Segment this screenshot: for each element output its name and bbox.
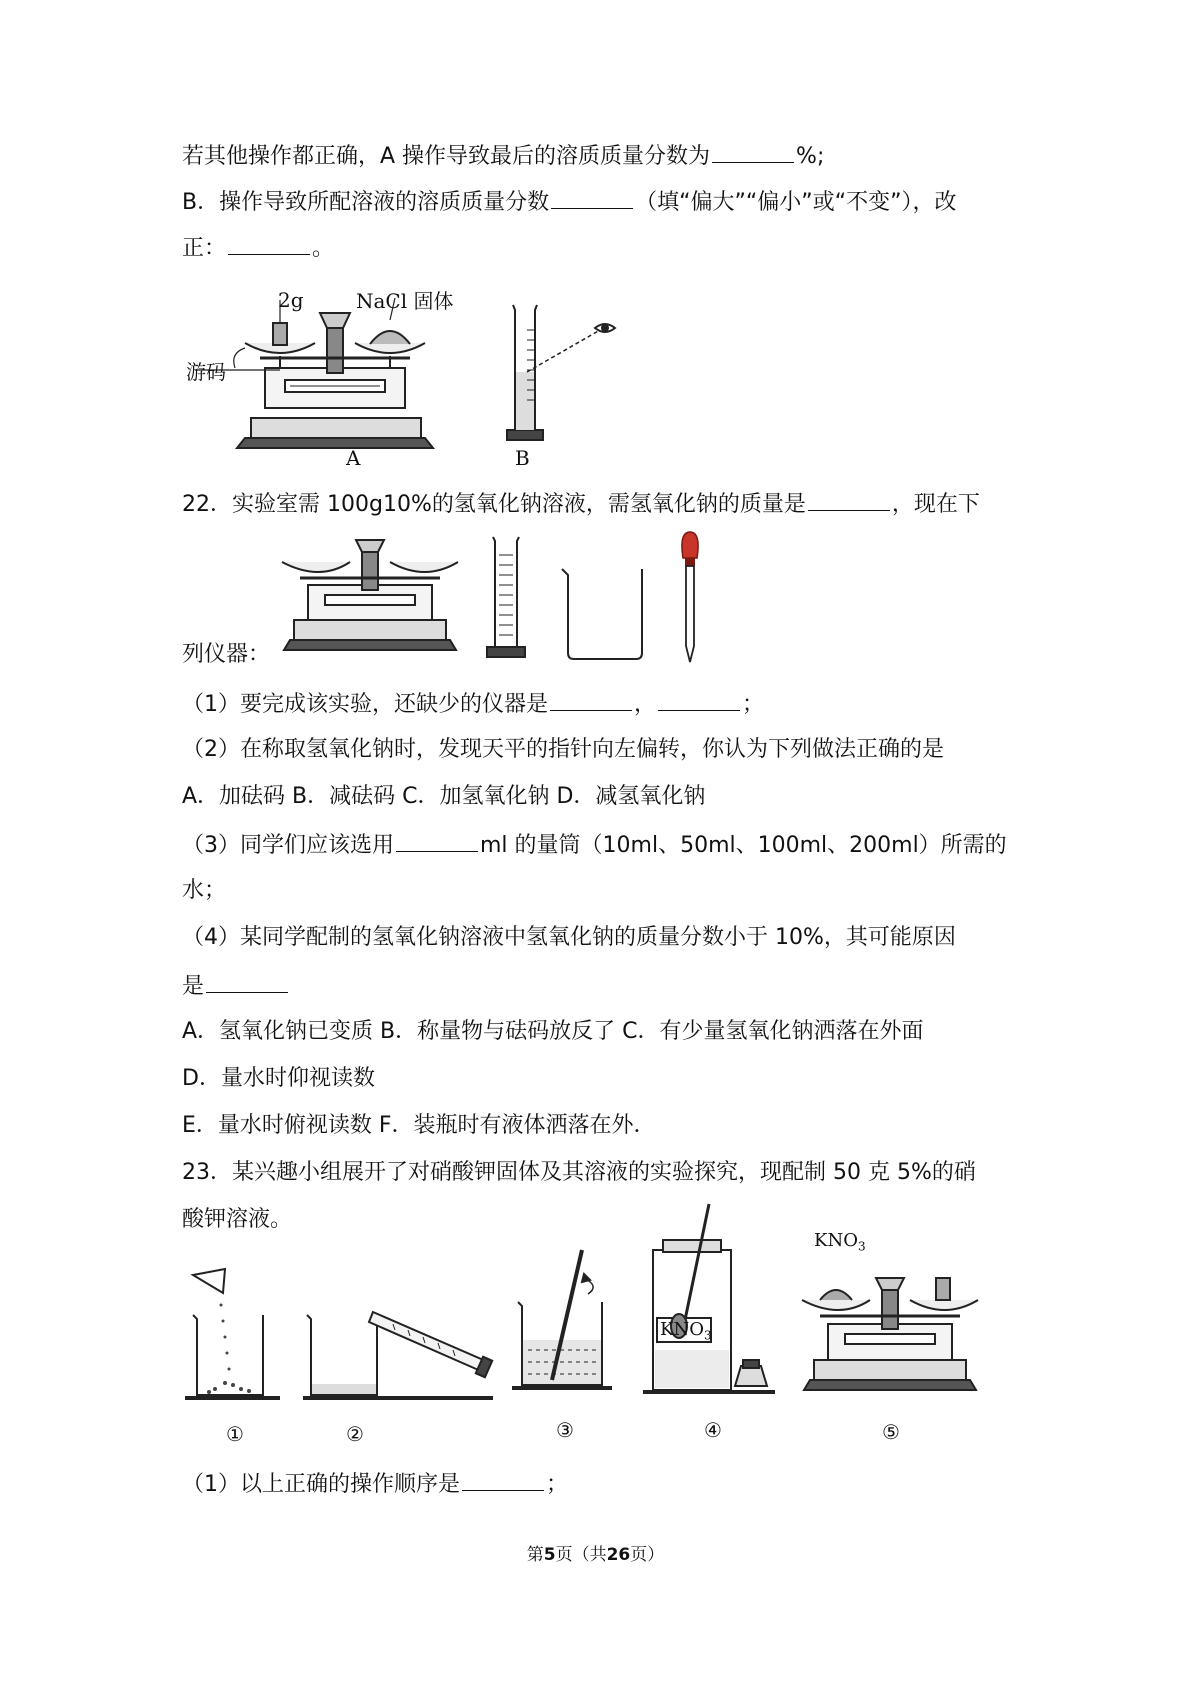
footer-mid: 页（共 bbox=[555, 1545, 607, 1565]
q23-sub1 bbox=[182, 1468, 568, 1500]
q22-options-line2: D．量水时仰视读数 bbox=[182, 1066, 375, 1091]
figure-label-a: A bbox=[346, 446, 361, 470]
q22-sub3-suffix: ml 的量筒（10ml、50ml、100ml、200ml）所需的 bbox=[480, 833, 1007, 858]
answer-blank[interactable] bbox=[206, 970, 288, 993]
q22-sub1-sep: ， bbox=[634, 692, 657, 717]
step-5-weigh bbox=[800, 1240, 980, 1405]
q22-options-line3: E．量水时俯视读数 F．装瓶时有液体洒落在外． bbox=[182, 1113, 656, 1138]
answer-blank[interactable] bbox=[658, 688, 740, 711]
answer-blank[interactable] bbox=[551, 186, 633, 209]
q21-line3 bbox=[182, 232, 334, 264]
q21-line1-text: 若其他操作都正确，A 操作导致最后的溶质质量分数为 bbox=[182, 144, 711, 169]
q21-line3-text: 正： bbox=[182, 236, 227, 261]
q22-sub1-text: （1）要完成该实验，还缺少的仪器是 bbox=[182, 692, 548, 717]
footer-pre: 第 bbox=[526, 1545, 544, 1565]
q21-line2 bbox=[182, 186, 957, 218]
footer-total-pages: 26 bbox=[606, 1545, 631, 1565]
step-number-1: ① bbox=[226, 1422, 244, 1446]
q22-sub4: （4）某同学配制的氢氧化钠溶液中氢氧化钠的质量分数小于 10%，其可能原因 bbox=[182, 925, 956, 950]
answer-blank[interactable] bbox=[550, 688, 632, 711]
answer-blank[interactable] bbox=[712, 140, 794, 163]
figure-label-b: B bbox=[515, 446, 530, 470]
kno3-text: KNO bbox=[660, 1319, 704, 1340]
step-number-3: ③ bbox=[556, 1418, 574, 1442]
footer-page-number: 5 bbox=[543, 1545, 556, 1565]
kno3-jar-label bbox=[660, 1319, 712, 1343]
q22-intro-text: 22．实验室需 100g10%的氢氧化钠溶液，需氢氧化钠的质量是 bbox=[182, 492, 806, 517]
q22-options-line1: A．氢氧化钠已变质 B．称量物与砝码放反了 C．有少量氢氧化钠洒落在外面 bbox=[182, 1019, 924, 1044]
dropper bbox=[673, 528, 707, 668]
beaker bbox=[560, 565, 650, 663]
q22-intro-cont: 列仪器： bbox=[182, 642, 271, 667]
q21-line1-suffix: %; bbox=[796, 144, 825, 169]
q22-sub1 bbox=[182, 688, 764, 720]
answer-blank[interactable] bbox=[396, 829, 478, 852]
q22-sub1-suffix: ； bbox=[742, 692, 765, 717]
kno3-subscript: 3 bbox=[703, 1328, 712, 1343]
step-1-pour-solid bbox=[185, 1265, 285, 1415]
kno3-balance-label bbox=[814, 1230, 866, 1254]
step-number-4: ④ bbox=[704, 1418, 722, 1442]
q22-sub2-options: A．加砝码 B．减砝码 C．加氢氧化钠 D．减氢氧化钠 bbox=[182, 784, 706, 809]
kno3-text: KNO bbox=[814, 1230, 858, 1251]
q22-sub3 bbox=[182, 829, 1007, 861]
answer-blank[interactable] bbox=[808, 488, 890, 511]
balance-instrument bbox=[280, 530, 460, 660]
page-footer bbox=[0, 1540, 1191, 1565]
q22-sub4-cont bbox=[182, 970, 290, 1002]
q22-sub3-cont: 水； bbox=[182, 878, 227, 903]
answer-blank[interactable] bbox=[462, 1468, 544, 1491]
q22-sub2: （2）在称取氢氧化钠时，发现天平的指针向左偏转，你认为下列做法正确的是 bbox=[182, 737, 944, 762]
weight-label: 2g bbox=[278, 288, 304, 312]
q22-intro bbox=[182, 488, 980, 520]
q23-sub1-text: （1）以上正确的操作顺序是 bbox=[182, 1472, 460, 1497]
q21-line2-suffix: （填“偏大”“偏小”或“不变”），改 bbox=[635, 190, 957, 215]
q22-sub3-text: （3）同学们应该选用 bbox=[182, 833, 394, 858]
q21-line3-suffix: 。 bbox=[312, 236, 335, 261]
nacl-label: NaCl 固体 bbox=[356, 289, 454, 313]
q22-sub4-text: 是 bbox=[182, 974, 205, 999]
graduated-cylinder bbox=[483, 535, 529, 665]
q21-line1 bbox=[182, 140, 824, 172]
footer-post: 页） bbox=[630, 1545, 665, 1565]
step-4-take-solid bbox=[643, 1200, 783, 1405]
q23-sub1-suffix: ； bbox=[546, 1472, 569, 1497]
kno3-subscript: 3 bbox=[857, 1239, 866, 1254]
q22-intro-suffix: ，现在下 bbox=[891, 492, 980, 517]
step-number-5: ⑤ bbox=[882, 1420, 900, 1444]
q23-intro-cont: 酸钾溶液。 bbox=[182, 1207, 293, 1232]
rider-label: 游码 bbox=[186, 360, 226, 384]
q21-line2-text: B．操作导致所配溶液的溶质质量分数 bbox=[182, 190, 550, 215]
step-2-pour-water bbox=[303, 1290, 503, 1415]
step-3-stir bbox=[512, 1240, 622, 1405]
answer-blank[interactable] bbox=[228, 232, 310, 255]
step-number-2: ② bbox=[346, 1422, 364, 1446]
q23-intro: 23．某兴趣小组展开了对硝酸钾固体及其溶液的实验探究，现配制 50 克 5%的硝 bbox=[182, 1160, 976, 1185]
cylinder-figure-b bbox=[505, 300, 625, 450]
